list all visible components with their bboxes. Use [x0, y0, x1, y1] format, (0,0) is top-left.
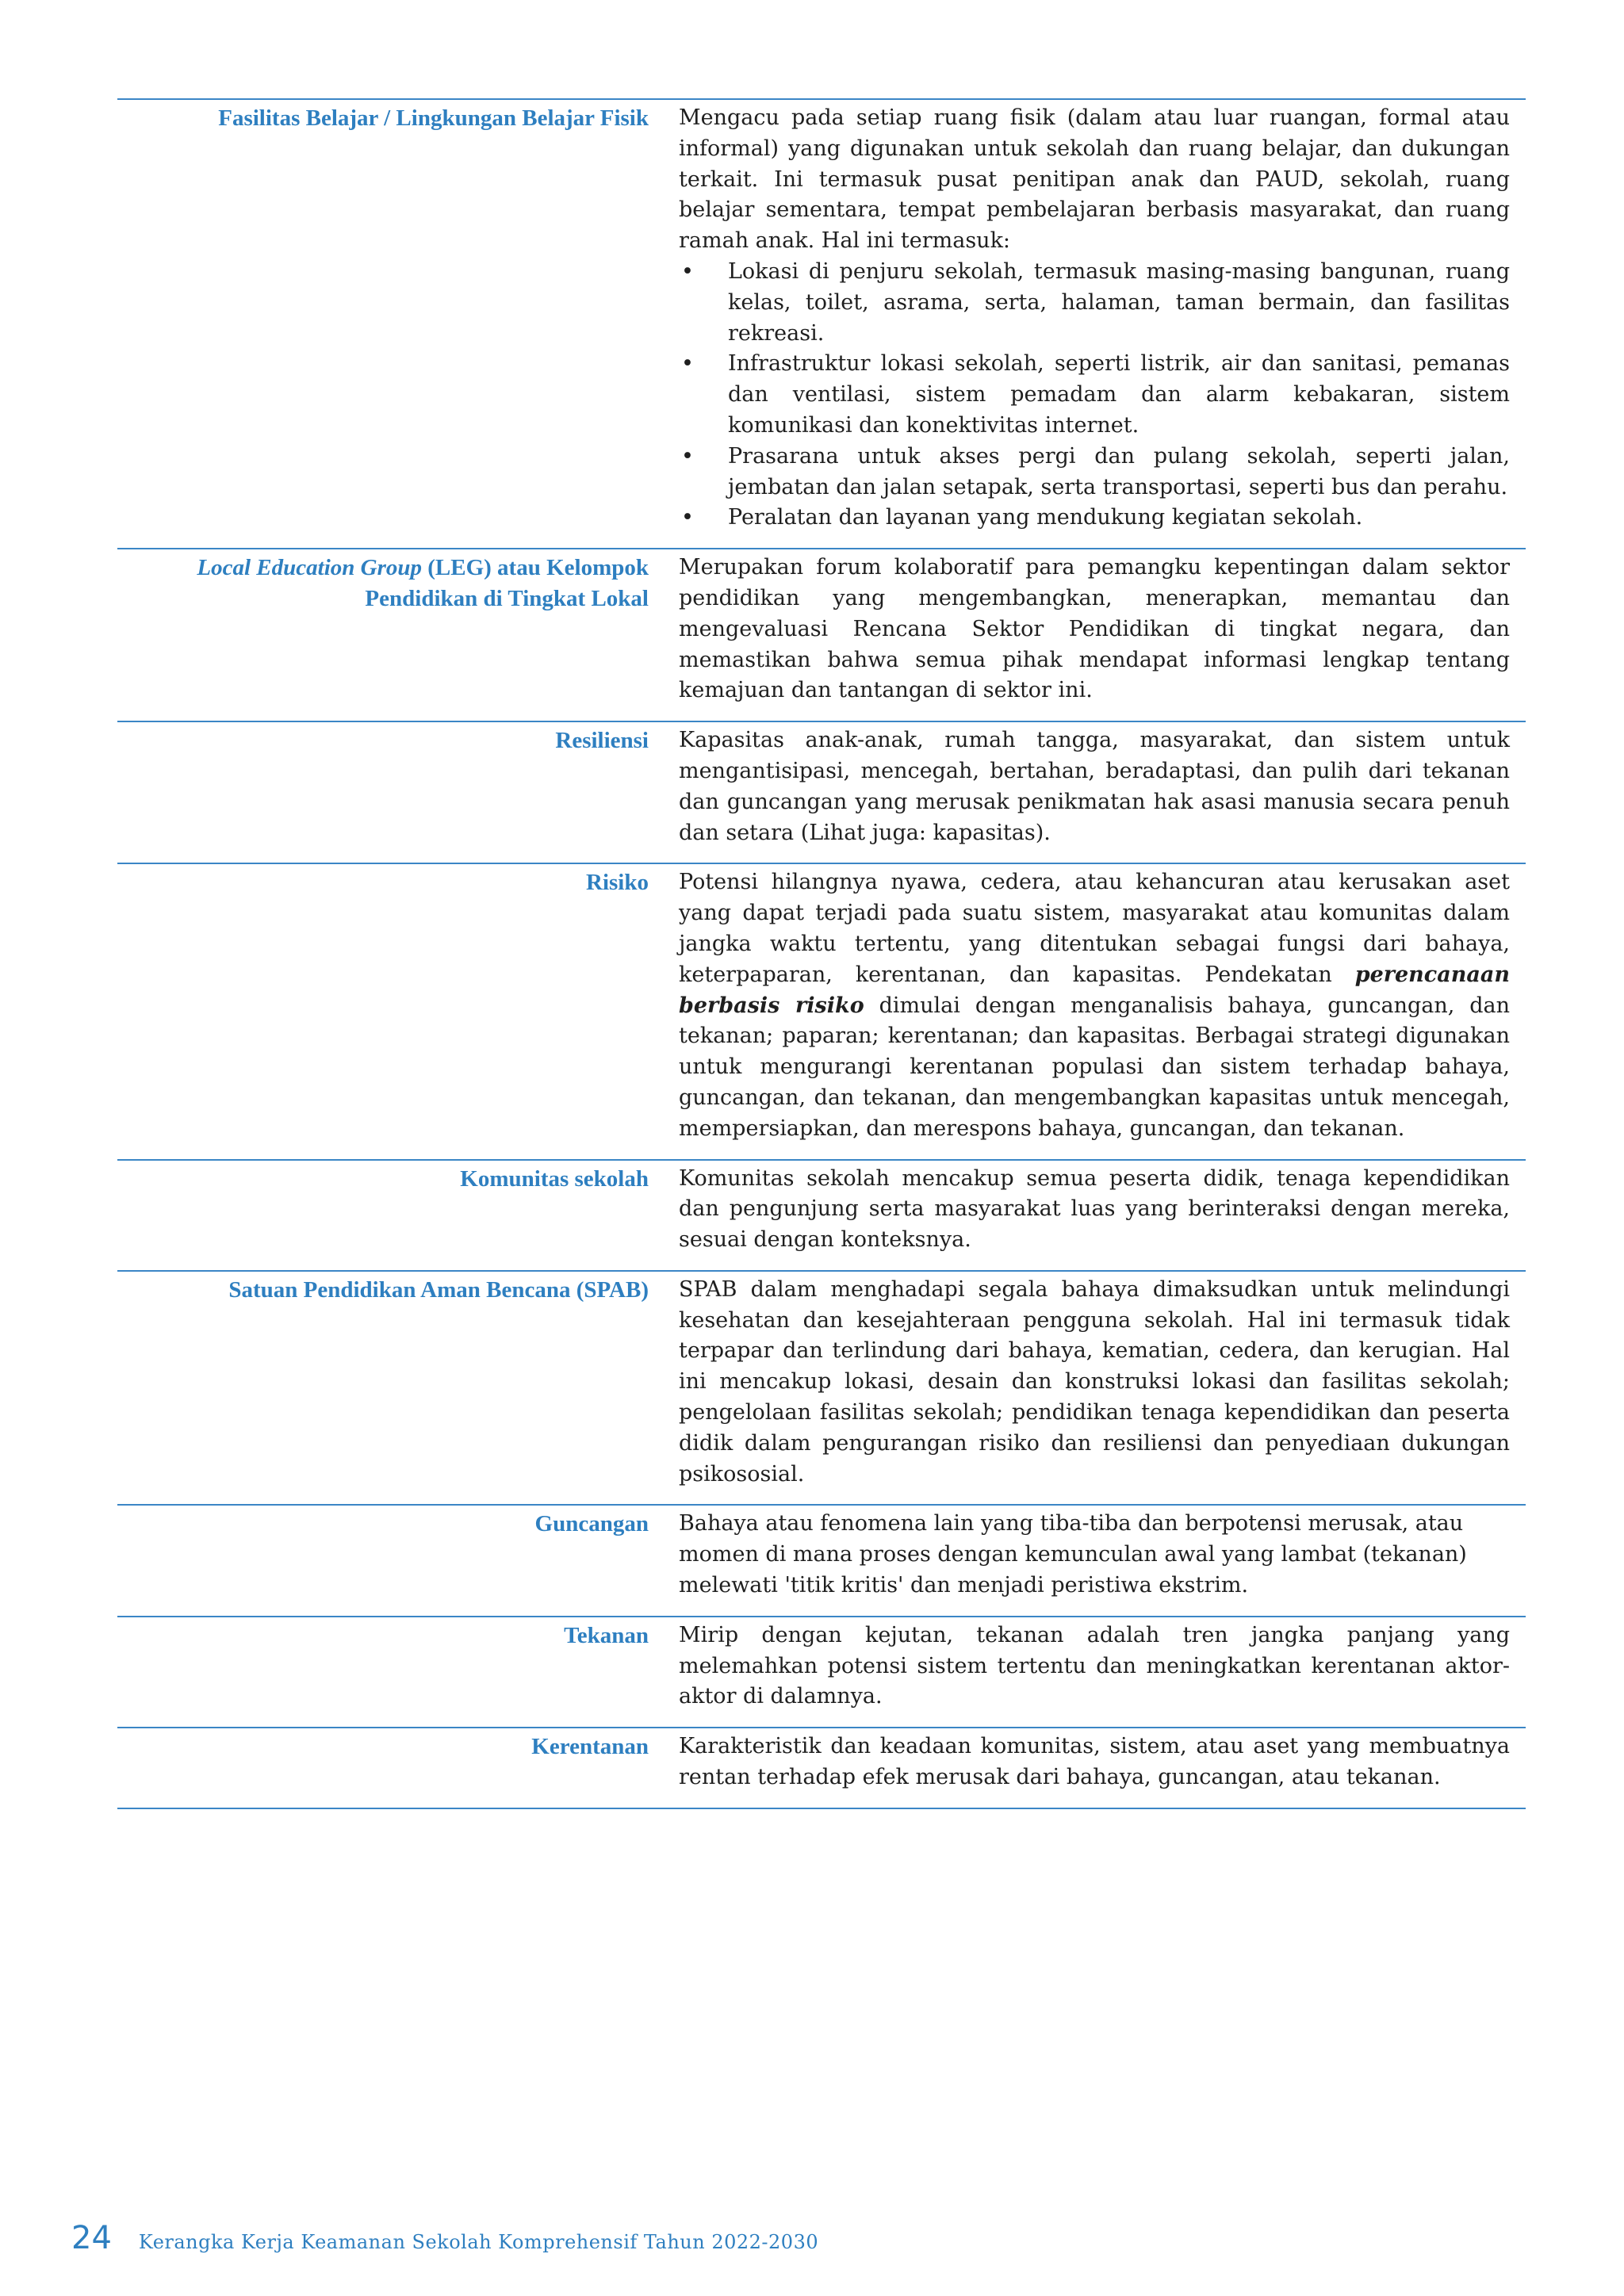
glossary-row-tekanan — [117, 1617, 1526, 1728]
glossary-term: Risiko — [117, 863, 679, 1159]
definition-text: Mengacu pada setiap ruang fisik (dalam atau luar ruangan, formal atau informal) yang digunakan untuk sekolah dan ruang belajar, dan dukungan terkait. Ini termasuk pusat penitipan anak dan PAUD, sekolah, ruang belajar sementara, tempat pembelajaran berbasis masyarakat, dan ruang ramah anak. Hal ini termasuk: — [679, 105, 1510, 254]
glossary-row-komunitas-sekolah — [117, 1160, 1526, 1271]
definition-text-part-b: dimulai dengan menganalisis bahaya, guncangan, dan tekanan; paparan; kerentanan; dan kapasitas. Berbagai strategi digunakan untuk mengurangi kerentanan populasi dan sistem terhadap bahaya, guncangan, dan tekanan, dan mengembangkan kapasitas untuk mencegah, mempersiapkan, dan merespons bahaya, guncangan, dan tekanan. — [679, 993, 1510, 1141]
list-item: • Infrastruktur lokasi sekolah, seperti listrik, air dan sanitasi, pemanas dan ventilasi, sistem pemadam dan alarm kebakaran, sistem komunikasi dan konektivitas internet. — [728, 349, 1510, 441]
glossary-definition — [679, 1505, 1526, 1616]
list-item: • Peralatan dan layanan yang mendukung kegiatan sekolah. — [728, 503, 1510, 534]
glossary-term: Komunitas sekolah — [117, 1160, 679, 1271]
glossary-term: Tekanan — [117, 1617, 679, 1728]
glossary-term: Satuan Pendidikan Aman Bencana (SPAB) — [117, 1271, 679, 1506]
footer-document-title: Kerangka Kerja Keamanan Sekolah Komprehensif Tahun 2022-2030 — [138, 2231, 819, 2253]
glossary-table — [117, 98, 1526, 1809]
definition-text: Bahaya atau fenomena lain yang tiba-tiba dan berpotensi merusak, atau momen di mana proses dengan kemunculan awal yang lambat (tekanan) melewati 'titik kritis' dan menjadi peristiwa ekstrim. — [679, 1511, 1467, 1598]
glossary-term: Resiliensi — [117, 721, 679, 863]
glossary-row-leg — [117, 549, 1526, 721]
definition-emphasis: perencanaan berbasis risiko — [679, 962, 1510, 1018]
glossary-term: Guncangan — [117, 1505, 679, 1616]
glossary-row-kerentanan — [117, 1728, 1526, 1808]
definition-text — [679, 867, 1510, 1144]
glossary-row-spab — [117, 1271, 1526, 1506]
definition-text: Mirip dengan kejutan, tekanan adalah tren jangka panjang yang melemahkan potensi sistem tertentu dan meningkatkan kerentanan aktor-aktor di dalamnya. — [679, 1622, 1510, 1709]
definition-text-part-a: Potensi hilangnya nyawa, cedera, atau kehancuran atau kerusakan aset yang dapat terjadi pada suatu sistem, masyarakat atau komunitas dalam jangka waktu tertentu, yang ditentukan sebagai fungsi dari bahaya, keterpaparan, kerentanan, dan kapasitas. Pendekatan — [679, 870, 1510, 987]
glossary-definition — [679, 1728, 1526, 1808]
term-rest-part: (LEG) atau Kelompok Pendidikan di Tingkat Lokal — [365, 555, 649, 612]
glossary-row-guncangan — [117, 1505, 1526, 1616]
page-number: 24 — [71, 2220, 112, 2256]
glossary-definition — [679, 1617, 1526, 1728]
list-item: • Lokasi di penjuru sekolah, termasuk masing-masing bangunan, ruang kelas, toilet, asrama, serta, halaman, taman bermain, dan fasilitas rekreasi. — [728, 257, 1510, 349]
glossary-definition — [679, 549, 1526, 721]
page-footer — [71, 2220, 818, 2256]
glossary-term: Fasilitas Belajar / Lingkungan Belajar Fisik — [117, 99, 679, 549]
glossary-term: Kerentanan — [117, 1728, 679, 1808]
glossary-definition — [679, 1160, 1526, 1271]
definition-text: Karakteristik dan keadaan komunitas, sistem, atau aset yang membuatnya rentan terhadap efek merusak dari bahaya, guncangan, atau tekanan. — [679, 1734, 1510, 1790]
glossary-row-resiliensi — [117, 721, 1526, 863]
glossary-term — [117, 549, 679, 721]
definition-bullet-list — [679, 257, 1510, 534]
definition-text: Komunitas sekolah mencakup semua peserta didik, tenaga kependidikan dan pengunjung serta masyarakat luas yang berinteraksi dengan mereka, sesuai dengan konteksnya. — [679, 1165, 1510, 1253]
term-italic-part: Local Education Group — [197, 555, 422, 581]
definition-text: Kapasitas anak-anak, rumah tangga, masyarakat, dan sistem untuk mengantisipasi, mencegah, bertahan, beradaptasi, dan pulih dari tekanan dan guncangan yang merusak penikmatan hak asasi manusia secara penuh dan setara (Lihat juga: kapasitas). — [679, 728, 1510, 845]
glossary-definition — [679, 99, 1526, 549]
list-item: • Prasarana untuk akses pergi dan pulang sekolah, seperti jalan, jembatan dan jalan setapak, serta transportasi, seperti bus dan perahu. — [728, 442, 1510, 503]
definition-text: Merupakan forum kolaboratif para pemangku kepentingan dalam sektor pendidikan yang mengembangkan, menerapkan, memantau dan mengevaluasi Rencana Sektor Pendidikan di tingkat negara, dan memastikan bahwa semua pihak mendapat informasi lengkap tentang kemajuan dan tantangan di sektor ini. — [679, 555, 1510, 703]
glossary-definition — [679, 863, 1526, 1159]
definition-text: SPAB dalam menghadapi segala bahaya dimaksudkan untuk melindungi kesehatan dan kesejahteraan pengguna sekolah. Hal ini termasuk tidak terpapar dan terlindung dari bahaya, kematian, cedera, dan kerugian. Hal ini mencakup lokasi, desain dan konstruksi lokasi dan fasilitas sekolah; pengelolaan fasilitas sekolah; pendidikan tenaga kependidikan dan peserta didik dalam pengurangan risiko dan resiliensi dan penyediaan dukungan psikososial. — [679, 1276, 1510, 1487]
glossary-definition — [679, 1271, 1526, 1506]
glossary-row-fasilitas-belajar — [117, 99, 1526, 549]
glossary-row-risiko — [117, 863, 1526, 1159]
glossary-definition — [679, 721, 1526, 863]
